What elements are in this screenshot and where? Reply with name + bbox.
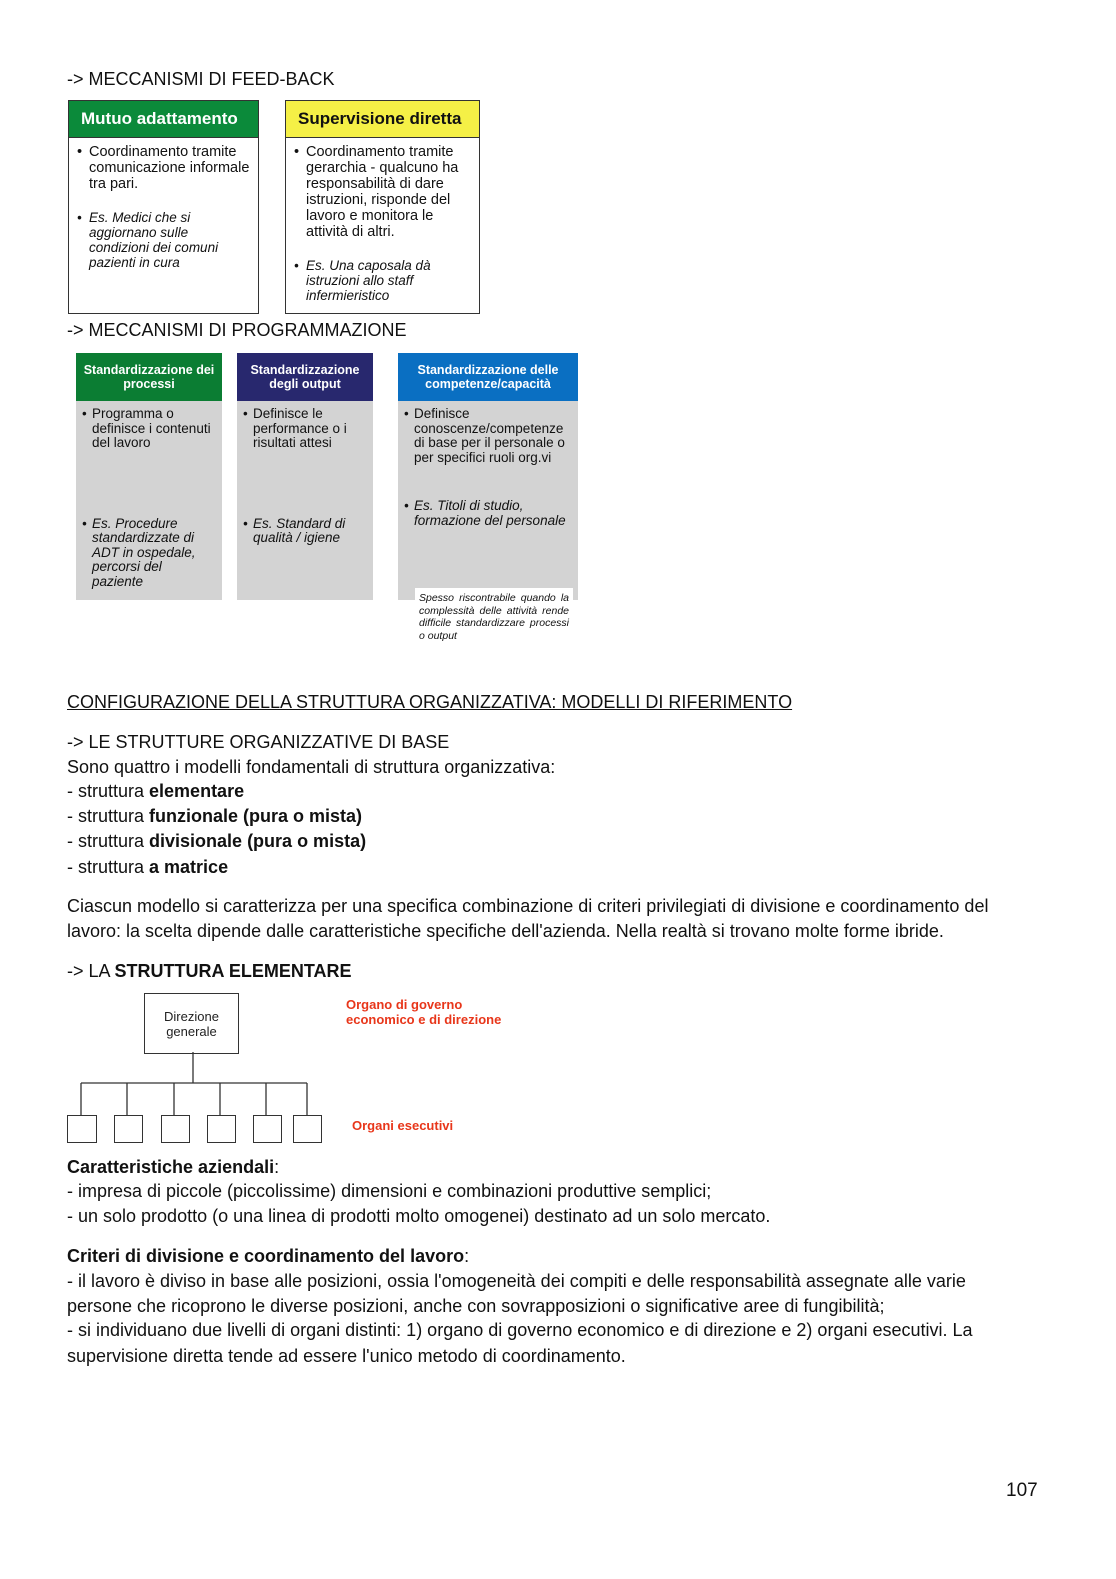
- label-governo-line-2: economico e di direzione: [346, 1012, 502, 1027]
- caratteristiche-title: [67, 1155, 279, 1180]
- standardizzazione-processi-box: [76, 353, 222, 600]
- caratteristiche-colon: :: [274, 1157, 280, 1177]
- direzione-line-1: Direzione: [164, 1008, 219, 1024]
- supervisione-bullet-1: • Coordinamento tramite gerarchia - qualcuno ha responsabilità di dare istruzioni, risponde del lavoro e monitora le attività di altri.: [294, 144, 471, 240]
- supervisione-diretta-title: Supervisione diretta: [286, 101, 479, 138]
- list-prefix: - struttura: [67, 857, 150, 877]
- feedback-heading: -> MECCANISMI DI FEED-BACK: [67, 69, 335, 89]
- elementare-heading: [67, 959, 352, 984]
- configurazione-title: CONFIGURAZIONE DELLA STRUTTURA ORGANIZZATIVA: MODELLI DI RIFERIMENTO: [67, 692, 793, 712]
- list-item-divisionale: [67, 829, 366, 854]
- organo-esecutivo-box: [161, 1115, 190, 1143]
- paragraph-line-1: Ciascun modello si caratterizza per una specifica combinazione di criteri privilegiati di divisione e coordinamento del: [67, 896, 989, 916]
- label-governo-line-1: Organo di governo: [346, 997, 463, 1012]
- paragraph-line-2: lavoro: la scelta dipende dalle caratteristiche specifiche dell'azienda. Nella realtà si trovano molte forme ibride.: [67, 921, 944, 941]
- organo-esecutivo-box: [114, 1115, 143, 1143]
- list-item-matrice: [67, 855, 228, 880]
- caratteristiche-bold: Caratteristiche aziendali: [67, 1157, 275, 1177]
- direzione-line-2: generale: [166, 1023, 217, 1039]
- list-item-funzionale: [67, 804, 362, 829]
- direzione-generale-box: [144, 993, 239, 1054]
- processi-title: Standardizzazione dei processi: [76, 353, 222, 401]
- label-organi-esecutivi: Organi esecutivi: [352, 1118, 454, 1133]
- intro-text: Sono quattro i modelli fondamentali di struttura organizzativa:: [67, 757, 556, 777]
- heading-bold: STRUTTURA ELEMENTARE: [114, 961, 352, 981]
- page-number: 107: [1006, 1480, 1038, 1501]
- list-bold: divisionale (pura o mista): [149, 831, 367, 851]
- standardizzazione-competenze-box: [398, 353, 578, 600]
- list-prefix: - struttura: [67, 781, 150, 801]
- competenze-bullet-1: • Definisce conoscenze/competenze di base per il personale o per specifici ruoli org.vi: [404, 407, 572, 465]
- mutuo-bullet-2: • Es. Medici che si aggiornano sulle condizioni dei comuni pazienti in cura: [77, 210, 250, 270]
- criteri-title: [67, 1244, 469, 1269]
- output-bullet-1: • Definisce le performance o i risultati attesi: [243, 407, 367, 451]
- list-bold: elementare: [149, 781, 245, 801]
- criteri-line-4: supervisione diretta tende ad essere l'unico metodo di coordinamento.: [67, 1346, 626, 1366]
- output-bullet-2: • Es. Standard di qualità / igiene: [243, 517, 367, 546]
- mutuo-bullet-1: • Coordinamento tramite comunicazione informale tra pari.: [77, 144, 250, 192]
- label-organo-governo: [346, 997, 501, 1027]
- caratteristiche-item-2: - un solo prodotto (o una linea di prodotti molto omogenei) destinato ad un solo mercato.: [67, 1206, 771, 1226]
- programmazione-heading: -> MECCANISMI DI PROGRAMMAZIONE: [67, 320, 407, 340]
- supervisione-diretta-box: [285, 100, 480, 314]
- mutuo-adattamento-title: Mutuo adattamento: [69, 101, 258, 138]
- output-title: Standardizzazione degli output: [237, 353, 373, 401]
- competenze-note: Spesso riscontrabile quando la complessità delle attività rende difficile standardizzare processi o output: [415, 588, 573, 647]
- list-item-elementare: [67, 779, 244, 804]
- list-bold: funzionale (pura o mista): [149, 806, 363, 826]
- list-prefix: - struttura: [67, 806, 150, 826]
- organo-esecutivo-box: [293, 1115, 322, 1143]
- list-bold: a matrice: [149, 857, 229, 877]
- supervisione-bullet-2: • Es. Una caposala dà istruzioni allo staff infermieristico: [294, 258, 471, 303]
- organo-esecutivo-box: [67, 1115, 97, 1143]
- processi-bullet-1: • Programma o definisce i contenuti del lavoro: [82, 407, 216, 451]
- criteri-line-1: - il lavoro è diviso in base alle posizioni, ossia l'omogeneità dei compiti e delle responsabilità assegnate alle varie: [67, 1271, 966, 1291]
- processi-bullet-2: • Es. Procedure standardizzate di ADT in ospedale, percorsi del paziente: [82, 517, 216, 590]
- criteri-bold: Criteri di divisione e coordinamento del lavoro: [67, 1246, 465, 1266]
- strutture-base-heading: -> LE STRUTTURE ORGANIZZATIVE DI BASE: [67, 732, 450, 752]
- list-prefix: - struttura: [67, 831, 150, 851]
- standardizzazione-output-box: [237, 353, 373, 600]
- criteri-line-3: - si individuano due livelli di organi distinti: 1) organo di governo economico e di direzione e 2) organi esecutivi. La: [67, 1320, 973, 1340]
- mutuo-adattamento-box: [68, 100, 259, 314]
- organo-esecutivo-box: [207, 1115, 236, 1143]
- competenze-bullet-2: • Es. Titoli di studio, formazione del personale: [404, 499, 572, 528]
- criteri-colon: :: [464, 1246, 470, 1266]
- competenze-title: Standardizzazione delle competenze/capacità: [398, 353, 578, 401]
- criteri-line-2: persone che ricoprono le diverse posizioni, anche con sovrapposizioni o significative aree di fungibilità;: [67, 1296, 885, 1316]
- organo-esecutivo-box: [253, 1115, 282, 1143]
- heading-prefix: -> LA: [67, 961, 115, 981]
- caratteristiche-item-1: - impresa di piccole (piccolissime) dimensioni e combinazioni produttive semplici;: [67, 1181, 712, 1201]
